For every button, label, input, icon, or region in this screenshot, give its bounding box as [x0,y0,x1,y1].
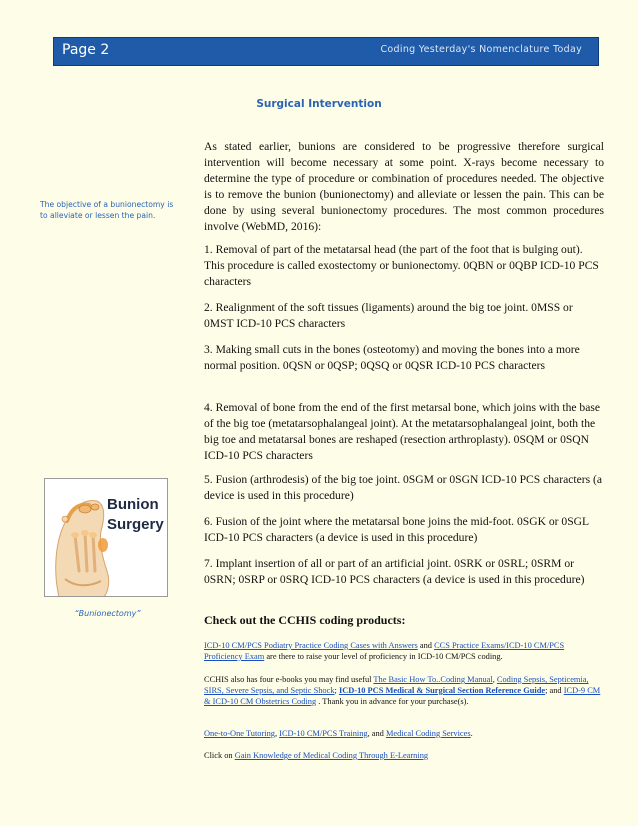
procedure-item: 4. Removal of bone from the end of the first metarsal bone, which joins with the base of the big toe (metatarsophalangeal joint). At the metatarsophalangeal joint, both the big toe and metatarsal bones are reshaped (resection arthroplasty). 0SQM or 0SQN ICD-10 PCS characters [204,401,601,462]
link-coding-services[interactable]: Medical Coding Services [385,729,471,738]
link-coding-sepsis[interactable]: Coding Sepsis, Septicemia, SIRS, Severe Sepsis, and Septic Shock [204,675,589,695]
figure-caption: “Bunionectomy” [74,609,141,618]
link-obstetrics-coding[interactable]: ICD-9 CM & ICD-10 CM Obstetrics Coding [204,686,601,706]
bunion-surgery-image [44,478,168,597]
sidebar-note: The objective of a bunionectomy is to alleviate or lessen the pain. [40,200,174,220]
figure-text-surgery: Surgery [107,516,164,533]
text-thanks: . Thank you in advance for your purchase(s). [316,697,469,706]
products-paragraph-3 [204,728,604,739]
link-tutoring[interactable]: One-to-One Tutoring [204,729,275,738]
text-period: . [470,729,473,738]
link-pcs-reference-guide[interactable]: ICD-10 PCS Medical & Surgical Section Reference Guide [338,686,546,695]
text-comma: , [274,729,280,738]
text-semicolon: ; [334,686,339,695]
page-number: Page 2 [62,42,110,58]
products-paragraph-2 [204,674,604,707]
procedure-item: 1. Removal of part of the metatarsal head (the part of the foot that is bulging out). This procedure is called exostectomy or bunionectomy. 0QBN or 0QBP ICD-10 PCS characters [204,243,599,288]
header-bar [53,37,599,66]
products-heading: Check out the CCHIS coding products: [204,613,406,627]
procedure-item: 3. Making small cuts in the bones (osteotomy) and moving the bones into a more normal position. 0QSN or 0QSP; 0QSQ or 0QSR ICD-10 PCS characters [204,343,580,372]
link-ccs-practice-exams[interactable]: CCS Practice Exams/ICD-10 CM/PCS Proficiency Exam [204,641,565,661]
link-elearning[interactable]: Gain Knowledge of Medical Coding Through E-Learning [234,751,429,760]
products-paragraph-4 [204,750,604,761]
text-comma: , [492,675,497,684]
foot-illustration [45,479,168,597]
text-and: and [417,641,435,650]
link-training[interactable]: ICD-10 CM/PCS Training [279,729,368,738]
procedure-item: 5. Fusion (arthrodesis) of the big toe joint. 0SGM or 0SGN ICD-10 PCS characters (a device is used in this procedure) [204,473,603,502]
text-and: ; and [545,686,564,695]
procedure-item: 7. Implant insertion of all or part of an artificial joint. 0SRK or 0SRL; 0SRM or 0SRN; 0SRP or 0SRQ ICD-10 PCS characters (a device is used in this procedure) [204,557,585,586]
text-ebooks-intro: CCHIS also has four e-books you may find useful [204,675,374,684]
figure-text-bunion: Bunion [107,496,159,513]
intro-paragraph: As stated earlier, bunions are considered to be progressive therefore surgical intervention will become necessary at some point. X-rays become necessary to determine the type of procedure or combination of procedures needed. The objective is to remove the bunion (bunionectomy) and alleviate or lessen the pain. This can be done by using several bunionectomy procedures. The most common procedures involve (WebMD, 2016): [204,140,604,233]
products-paragraph-1 [204,640,604,662]
main-content [204,139,604,235]
procedure-item: 2. Realignment of the soft tissues (ligaments) around the big toe joint. 0MSS or 0MST ICD-10 PCS characters [204,301,573,330]
procedure-item: 6. Fusion of the joint where the metatarsal bone joins the mid-foot. 0SGK or 0SGL ICD-10 PCS characters (a device is used in this procedure) [204,515,589,544]
text-and: , and [367,729,386,738]
header-tagline: Coding Yesterday's Nomenclature Today [380,44,582,55]
section-title: Surgical Intervention [256,98,382,110]
link-podiatry-cases[interactable]: ICD-10 CM/PCS Podiatry Practice Coding Cases with Answers [204,641,418,650]
text-proficiency: are there to raise your level of proficiency in ICD-10 CM/PCS coding. [264,652,503,661]
link-coding-manual[interactable]: The Basic How To..Coding Manual [373,675,493,684]
text-click-on: Click on [204,751,235,760]
